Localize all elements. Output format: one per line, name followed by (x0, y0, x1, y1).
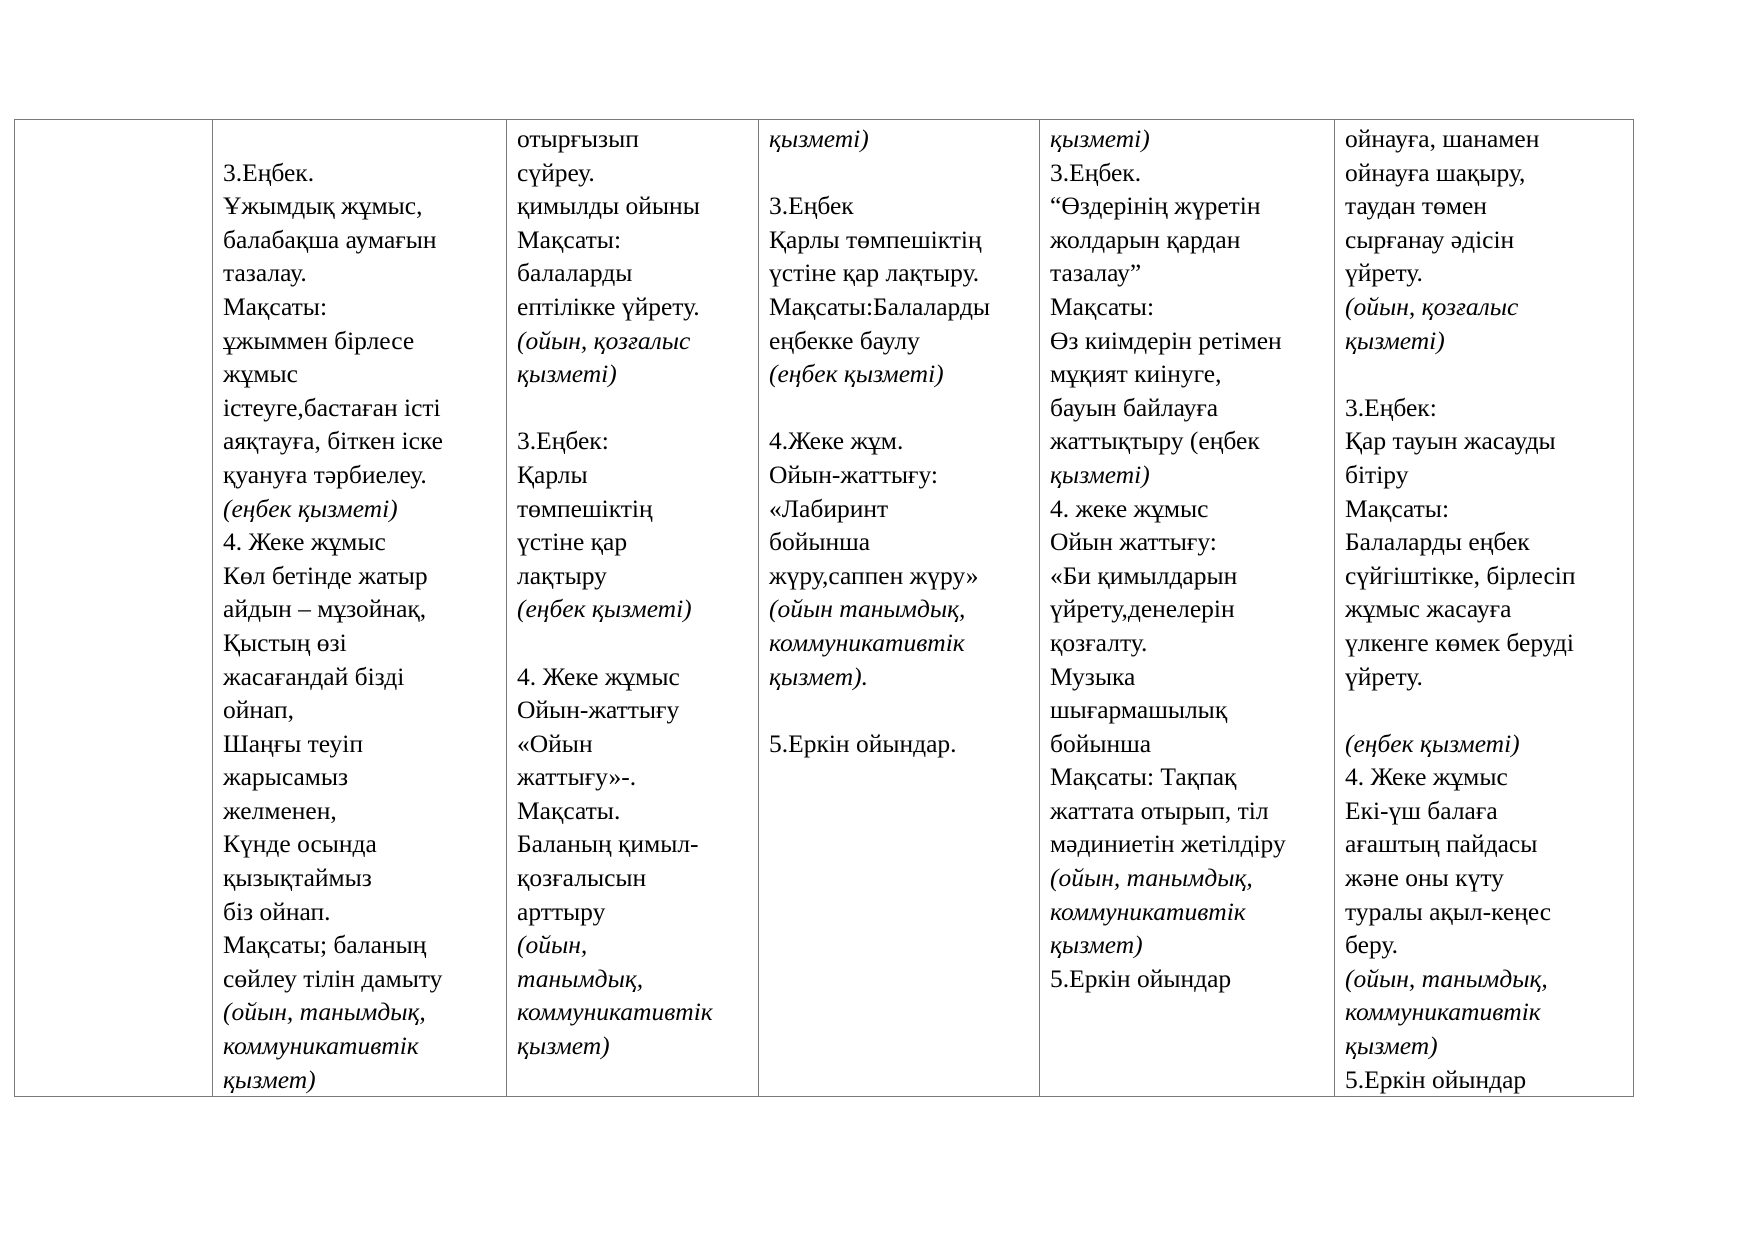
cell-text-line: “Өздерінің жүретін (1050, 191, 1261, 221)
cell-text-line: мәдиниетін жетілдіру (1050, 829, 1286, 859)
cell-text-line: Мақсаты:Балаларды (769, 291, 991, 321)
cell-text-line: танымдық, (517, 963, 644, 993)
cell-text-line: Балаларды еңбек (1345, 527, 1530, 557)
table-cell-col-1 (15, 120, 212, 1096)
cell-text-line: Мақсаты: (223, 291, 328, 321)
cell-text-line: таудан төмен (1345, 191, 1487, 221)
cell-text-line: қызмет) (517, 1031, 610, 1061)
cell-text-line: қызмет). (769, 661, 869, 691)
cell-text-line: жолдарын қардан (1050, 224, 1241, 254)
cell-text-line: бауын байлауға (1050, 392, 1219, 422)
cell-text-line: ойнап, (223, 695, 295, 725)
cell-text-line: 5.Еркін ойындар. (769, 728, 957, 758)
cell-text-line: жасағандай бізді (223, 661, 405, 691)
cell-text-line: аяқтауға, біткен іске (223, 426, 443, 456)
plan-table (14, 119, 1634, 1097)
cell-text-line: үстіне қар (517, 527, 628, 557)
cell-text-line: балаларды (517, 258, 633, 288)
cell-text-line: коммуникативтік (1345, 997, 1541, 1027)
cell-text-line: «Лабиринт (769, 493, 889, 523)
cell-text-line: сырғанау әдісін (1345, 224, 1515, 254)
cell-text-line: 4. жеке жұмыс (1050, 493, 1209, 523)
cell-text-line (517, 391, 754, 425)
cell-text-line: лақтыру (517, 560, 607, 590)
cell-text-line: 4. Жеке жұмыс (223, 527, 386, 557)
cell-text-line: Көл бетінде жатыр (223, 560, 428, 590)
cell-text-line: жарысамыз (223, 762, 349, 792)
cell-text-line: Қар тауын жасауды (1345, 426, 1556, 456)
cell-text-line (1345, 693, 1629, 727)
cell-text-line: (еңбек қызметі) (1345, 728, 1520, 758)
cell-text-line: (ойын, қозғалыс (517, 325, 691, 355)
cell-text-line: жаттықтыру (еңбек (1050, 426, 1260, 456)
cell-text-line: (ойын, танымдық, (1050, 863, 1253, 893)
cell-text-line: шығармашылық (1050, 695, 1228, 725)
cell-text-line: 4.Жеке жұм. (769, 426, 904, 456)
cell-text-line: сөйлеу тілін дамыту (223, 963, 443, 993)
cell-text-line: қызметі) (1050, 459, 1150, 489)
cell-text-line (769, 156, 1035, 190)
table-cell-col-3 (506, 120, 758, 1096)
cell-text-line: біз ойнап. (223, 896, 331, 926)
cell-text-line: Ойын жаттығу: (1050, 527, 1217, 557)
cell-text-line: ептілікке үйрету. (517, 291, 700, 321)
cell-text-line: Екі-үш балаға (1345, 795, 1498, 825)
cell-text-line: қуануға тәрбиелеу. (223, 459, 427, 489)
cell-text-line: қозғалысын (517, 863, 647, 893)
cell-text-line: (ойын, қозғалыс (1345, 291, 1519, 321)
cell-text-line: ұжыммен бірлесе (223, 325, 415, 355)
cell-text-line: қызмет) (1345, 1031, 1438, 1061)
cell-text-line: Мақсаты: (1345, 493, 1450, 523)
cell-text-line: қимылды ойыны (517, 191, 700, 221)
cell-text-line: жүру,саппен жүру» (769, 560, 979, 590)
cell-text-line: коммуникативтік (517, 997, 713, 1027)
cell-text-line: қызметі) (517, 359, 617, 389)
cell-text-line: 3.Еңбек: (517, 426, 609, 456)
cell-text-line: (еңбек қызметі) (769, 359, 944, 389)
cell-text-line: 4. Жеке жұмыс (1345, 762, 1508, 792)
cell-text-line: арттыру (517, 896, 606, 926)
cell-text-line: Музыка (1050, 661, 1136, 691)
cell-text-line: бойынша (769, 527, 871, 557)
cell-text-line: істеуге,бастаған істі (223, 392, 441, 422)
cell-text-line: тазалау” (1050, 258, 1142, 288)
cell-text-line: 3.Еңбек (769, 191, 854, 221)
cell-text-line: қызмет) (223, 1064, 316, 1094)
cell-text-line: «Би қимылдарын (1050, 560, 1238, 590)
cell-text-line: айдын – мұзойнақ, (223, 594, 427, 624)
cell-text-line: 4. Жеке жұмыс (517, 661, 680, 691)
cell-text-line: Ойын-жаттығу: (769, 459, 938, 489)
cell-text-line: қызмет) (1050, 930, 1143, 960)
cell-text-line: (ойын танымдық, (769, 594, 966, 624)
cell-text-line: отырғызып (517, 124, 639, 153)
cell-text-line: Қарлы төмпешіктің (769, 224, 982, 254)
cell-text-line: сүйреу. (517, 157, 595, 187)
table-cell-col-4 (758, 120, 1039, 1096)
cell-text-line: Қарлы (517, 459, 588, 489)
cell-text-line: бітіру (1345, 459, 1409, 489)
table-cell-col-2 (212, 120, 506, 1096)
cell-text-line: Мақсаты: Тақпақ (1050, 762, 1237, 792)
cell-text-line: төмпешіктің (517, 493, 653, 523)
cell-text-line: Мақсаты. (517, 795, 621, 825)
cell-text-line: ойнауға, шанамен (1345, 124, 1540, 153)
cell-text-line: 5.Еркін ойындар (1345, 1064, 1527, 1094)
cell-text-line: (ойын, (517, 930, 588, 960)
cell-text-line: үйрету,денелерін (1050, 594, 1235, 624)
cell-text-line: бойынша (1050, 728, 1152, 758)
cell-text-line: Мақсаты: (517, 224, 622, 254)
cell-text-line: 5.Еркін ойындар (1050, 963, 1232, 993)
cell-text-line: Баланың қимыл- (517, 829, 699, 859)
cell-text-line: (ойын, танымдық, (223, 997, 426, 1027)
cell-text-line: және оны күту (1345, 863, 1504, 893)
cell-text-line: «Ойын (517, 728, 593, 758)
cell-text-line: тазалау. (223, 258, 307, 288)
cell-text-line: (еңбек қызметі) (517, 594, 692, 624)
cell-text-line: желменен, (223, 795, 337, 825)
cell-text-line: беру. (1345, 930, 1398, 960)
cell-text-line: Мақсаты; баланың (223, 930, 427, 960)
cell-text-line: (еңбек қызметі) (223, 493, 398, 523)
cell-text-line (1345, 357, 1629, 391)
cell-text-line: ойнауға шақыру, (1345, 157, 1526, 187)
cell-text-line: үстіне қар лақтыру. (769, 258, 980, 288)
cell-text-line: Шаңғы теуіп (223, 728, 363, 758)
cell-text-line: сүйгіштікке, бірлесіп (1345, 560, 1576, 590)
cell-text-line: жаттата отырып, тіл (1050, 795, 1269, 825)
cell-text-line: Мақсаты: (1050, 291, 1155, 321)
cell-text-line: балабақша аумағын (223, 224, 437, 254)
cell-text-line: Күнде осында (223, 829, 377, 859)
cell-text-line: қызметі) (1345, 325, 1445, 355)
cell-text-line: еңбекке баулу (769, 325, 920, 355)
cell-text-line: коммуникативтік (1050, 896, 1246, 926)
cell-text-line: коммуникативтік (223, 1031, 419, 1061)
cell-text-line (769, 693, 1035, 727)
cell-text-line: ағаштың пайдасы (1345, 829, 1538, 859)
cell-text-line: мұқият киінуге, (1050, 359, 1222, 389)
cell-text-line: жұмыс (223, 359, 298, 389)
cell-text-line: қызметі) (769, 124, 869, 153)
cell-text-line: 3.Еңбек. (223, 157, 315, 187)
cell-text-line: 3.Еңбек: (1345, 392, 1437, 422)
cell-text-line: Қыстың өзі (223, 627, 347, 657)
cell-text-line: 3.Еңбек. (1050, 157, 1142, 187)
cell-text-line: қызықтаймыз (223, 863, 372, 893)
cell-text-line: Ұжымдық жұмыс, (223, 191, 423, 221)
table-cell-col-6 (1334, 120, 1633, 1096)
cell-text-line: үйрету. (1345, 258, 1423, 288)
cell-text-line (517, 626, 754, 660)
cell-text-line: коммуникативтік (769, 627, 965, 657)
cell-text-line (223, 122, 502, 156)
cell-text-line (769, 391, 1035, 425)
cell-text-line: қозғалту. (1050, 627, 1148, 657)
cell-text-line: үйрету. (1345, 661, 1423, 691)
cell-text-line: туралы ақыл-кеңес (1345, 896, 1552, 926)
cell-text-line: қызметі) (1050, 124, 1150, 153)
cell-text-line: үлкенге көмек беруді (1345, 627, 1574, 657)
cell-text-line: (ойын, танымдық, (1345, 963, 1548, 993)
cell-text-line: жұмыс жасауға (1345, 594, 1512, 624)
cell-text-line: Ойын-жаттығу (517, 695, 680, 725)
table-cell-col-5 (1039, 120, 1334, 1096)
cell-text-line: жаттығу»-. (517, 762, 637, 792)
cell-text-line: Өз киімдерін ретімен (1050, 325, 1282, 355)
